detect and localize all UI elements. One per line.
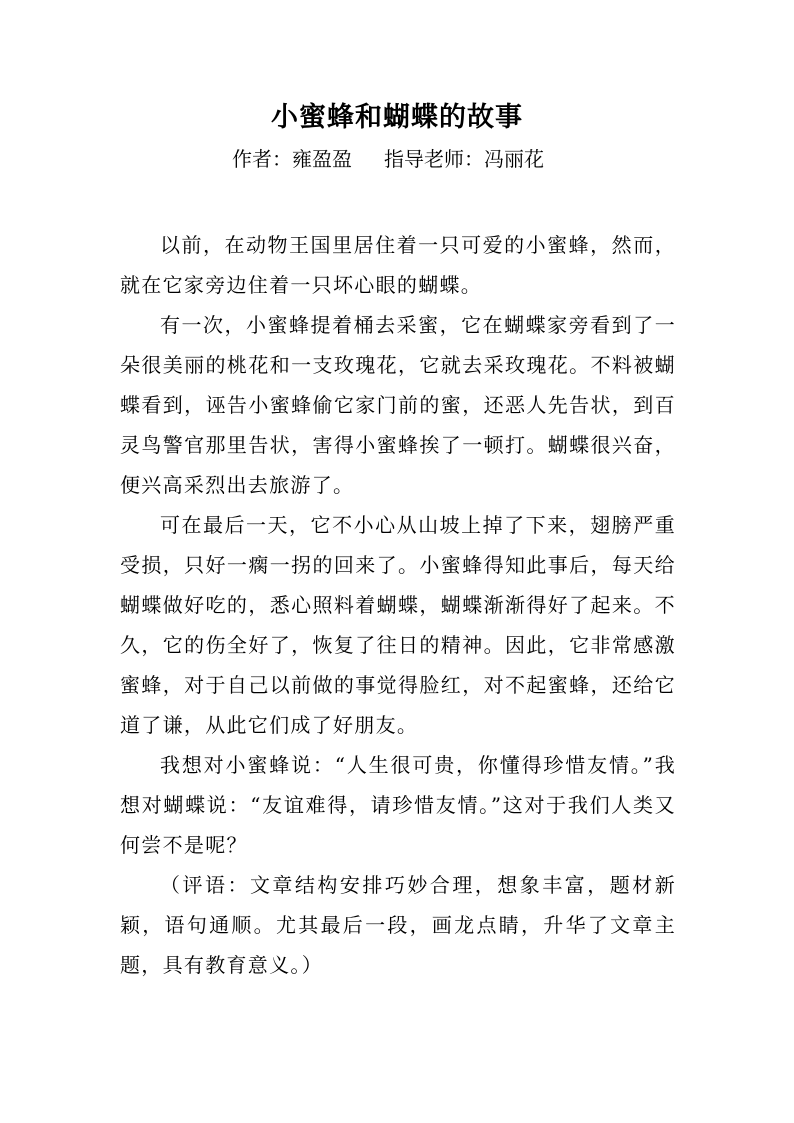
essay-body [120,225,676,985]
paragraph-4: 我想对小蜜蜂说：“人生很可贵，你懂得珍惜友情。”我想对蝴蝶说：“友谊难得，请珍惜友情。”这对于我们人类又何尝不是呢？ [120,753,676,857]
teacher-name: 冯丽花 [484,147,544,171]
teacher-label: 指导老师： [384,147,484,171]
author-label: 作者： [232,147,292,171]
author-name: 雍盈盈 [292,147,352,171]
paragraph-3: 可在最后一天，它不小心从山坡上掉了下来，翅膀严重受损，只好一瘸一拐的回来了。小蜜蜂得知此事后，每天给蝴蝶做好吃的，悉心照料着蝴蝶，蝴蝶渐渐得好了起来。不久，它的伤全好了，恢复了往日的精神。因此，它非常感激蜜蜂，对于自己以前做的事觉得脸红，对不起蜜蜂，还给它道了谦，从此它们成了好朋友。 [120,513,676,737]
essay-title: 小蜜蜂和蝴蝶的故事 [271,102,523,133]
teacher-comment: （评语：文章结构安排巧妙合理，想象丰富，题材新颖，语句通顺。尤其最后一段，画龙点睛，升华了文章主题，具有教育意义。） [120,873,676,977]
paragraph-2: 有一次，小蜜蜂提着桶去采蜜，它在蝴蝶家旁看到了一朵很美丽的桃花和一支玫瑰花，它就去采玫瑰花。不料被蝴蝶看到，诬告小蜜蜂偷它家门前的蜜，还恶人先告状，到百灵鸟警官那里告状，害得小蜜蜂挨了一顿打。蝴蝶很兴奋，便兴高采烈出去旅游了。 [120,313,676,497]
byline [232,144,652,174]
paragraph-1: 以前，在动物王国里居住着一只可爱的小蜜蜂，然而，就在它家旁边住着一只坏心眼的蝴蝶。 [120,233,676,297]
